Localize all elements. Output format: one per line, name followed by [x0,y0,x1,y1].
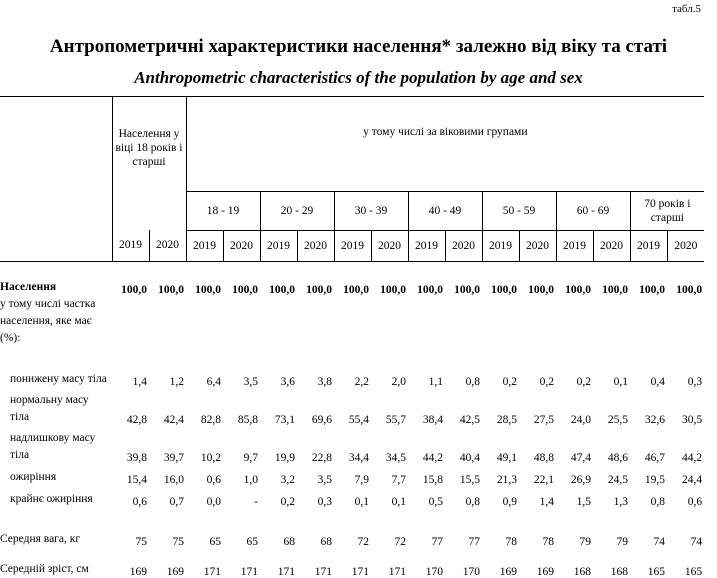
table-row [0,486,704,508]
table-cell: 78 [542,535,555,548]
table-cell: 15,8 [422,473,444,486]
table-cell: 19,5 [644,473,666,486]
header-blank [0,191,112,230]
year-header: 2019 [482,230,519,261]
table-cell: 74 [690,535,703,548]
year-header: 2019 [408,230,445,261]
table-cell: 169 [536,565,555,578]
table-cell: 26,9 [570,473,592,486]
table-cell: 34,5 [385,451,407,464]
table-cell: 170 [462,565,481,578]
table-cell: 65 [246,535,259,548]
table-cell: 100,0 [269,283,296,296]
table-cell: 3,6 [280,375,296,388]
header-group-30-39: 30 - 39 [334,191,408,230]
table-cell: 79 [579,535,592,548]
table-cell: 24,4 [682,473,703,486]
table-cell: 77 [431,535,444,548]
header-corner [0,97,112,192]
row-label: понижену масу тіла [10,372,107,385]
table-cell: 171 [240,565,259,578]
table-cell: 100,0 [417,283,444,296]
table-row [0,276,704,296]
table-cell: 21,3 [496,473,518,486]
table-cell: 0,8 [465,375,481,388]
table-cell: 34,4 [348,451,370,464]
table-cell: 165 [647,565,666,578]
header-group-60-69: 60 - 69 [556,191,630,230]
table-cell: 100,0 [121,283,147,296]
table-cell: 3,8 [317,375,333,388]
table-cell: 72 [357,535,370,548]
table-cell: 39,7 [163,451,185,464]
table-cell: 1,3 [613,495,629,508]
table-cell: 42,4 [163,413,185,426]
table-cell: 100,0 [565,283,592,296]
table-cell: 24,0 [570,413,592,426]
table-row [0,464,704,486]
table-cell: 68 [283,535,296,548]
header-group-40-49: 40 - 49 [408,191,482,230]
table-cell: 0,5 [428,495,444,508]
header-population: Населення у віці 18 років і старші [112,97,186,192]
table-cell: 0,2 [539,375,555,388]
table-cell: 72 [394,535,407,548]
table-cell: 74 [653,535,666,548]
table-cell: 100,0 [343,283,370,296]
table-cell: 0,8 [650,495,666,508]
table-cell: 2,0 [391,375,407,388]
table-cell: 170 [425,565,444,578]
page-subtitle: Anthropometric characteristics of the population by age and sex [134,68,583,87]
year-header: 2019 [630,230,667,261]
table-cell: 1,4 [539,495,555,508]
year-header: 2020 [223,230,260,261]
row-label: надлишкову масу тіла [10,431,96,461]
table-cell: 73,1 [274,413,296,426]
table-cell: 22,1 [533,473,555,486]
table-cell: 0,1 [391,495,407,508]
year-header: 2020 [149,230,186,261]
table-cell: 100,0 [491,283,518,296]
table-cell: 100,0 [454,283,481,296]
table-cell: 39,8 [126,451,147,464]
table-cell: 0,3 [687,375,703,388]
table-cell: 75 [135,535,147,548]
table-cell: 44,2 [682,451,703,464]
table-cell: 78 [505,535,518,548]
table-cell: 49,1 [496,451,518,464]
header-group-20-29: 20 - 29 [260,191,334,230]
table-cell: 82,8 [200,413,222,426]
row-label: у тому числі частка населення, яке має (%): [0,297,96,344]
table-cell: 47,4 [570,451,592,464]
header-blank [0,230,112,261]
year-header: 2019 [556,230,593,261]
table-cell: 85,8 [237,413,259,426]
table-cell: 1,5 [576,495,592,508]
table-cell: 3,5 [243,375,259,388]
table-cell: 0,1 [613,375,629,388]
table-cell: 171 [351,565,370,578]
table-cell: 1,4 [132,375,147,388]
year-header: 2020 [445,230,482,261]
row-label: Населення [0,280,57,293]
table-cell: 3,5 [317,473,333,486]
table-cell: 0,2 [576,375,592,388]
table-cell: 25,5 [607,413,629,426]
table-row [0,548,704,578]
table-cell: 165 [684,565,703,578]
table-cell: 55,7 [385,413,407,426]
year-header: 2020 [371,230,408,261]
table-cell: 79 [616,535,629,548]
table-cell: 24,5 [607,473,629,486]
table-cell: 1,0 [243,473,259,486]
header-group-70-plus: 70 років і старші [630,191,704,230]
table-cell: 100,0 [639,283,666,296]
table-cell: 42,8 [126,413,147,426]
table-cell: 15,5 [459,473,481,486]
table-cell: 171 [388,565,407,578]
table-cell: 0,2 [502,375,518,388]
table-cell: 168 [610,565,629,578]
table-row [0,426,704,464]
table-cell: 40,4 [459,451,481,464]
table-cell: 0,9 [502,495,518,508]
page-title: Антропометричні характеристики населення* залежно від віку та статі [49,36,668,57]
year-header: 2019 [260,230,297,261]
table-cell: 0,8 [465,495,481,508]
table-cell: 0,6 [206,473,222,486]
row-label: Середній зріст, см [0,562,89,575]
table-cell: 46,7 [644,451,666,464]
table-cell: 171 [314,565,333,578]
table-cell: 3,2 [280,473,296,486]
table-cell: 77 [468,535,481,548]
year-header: 2019 [334,230,371,261]
table-cell: 168 [573,565,592,578]
year-header: 2019 [186,230,223,261]
table-cell: 169 [499,565,518,578]
table-cell: 0,1 [354,495,370,508]
year-header: 2020 [297,230,334,261]
table-cell: 22,8 [311,451,333,464]
header-group-18-19: 18 - 19 [186,191,260,230]
table-cell: 169 [166,565,185,578]
table-number: табл.5 [672,3,701,15]
table-row [0,388,704,426]
year-header: 2020 [667,230,704,261]
table-cell: 100,0 [232,283,259,296]
table-cell: 55,4 [348,413,370,426]
anthropometric-table [0,96,704,578]
table-cell: 69,6 [311,413,333,426]
table-cell: 0,4 [650,375,666,388]
table-cell: 27,5 [533,413,555,426]
header-group-50-59: 50 - 59 [482,191,556,230]
table-cell: 16,0 [163,473,185,486]
table-cell: 6,4 [206,375,222,388]
table-row [0,350,704,388]
table-cell: 7,9 [354,473,370,486]
year-header: 2020 [593,230,630,261]
table-cell: 100,0 [195,283,222,296]
header-blank [112,191,186,230]
table-cell: 32,6 [644,413,666,426]
table-cell: 171 [277,565,296,578]
table-cell: 0,0 [206,495,222,508]
table-cell: 15,4 [126,473,147,486]
table-cell: 100,0 [676,283,703,296]
table-cell: 100,0 [528,283,555,296]
table-cell: 68 [320,535,333,548]
table-cell: 171 [203,565,222,578]
table-cell: 0,2 [280,495,296,508]
table-cell: 1,1 [428,375,444,388]
table-cell: 0,6 [132,495,147,508]
table-cell: 169 [129,565,147,578]
table-cell: 75 [172,535,185,548]
table-cell: 19,9 [274,451,296,464]
row-label: ожиріння [10,470,57,483]
row-label: нормальну масу тіла [10,393,89,423]
table-row [0,296,704,350]
table-cell: 100,0 [602,283,629,296]
table-cell: 1,2 [169,375,185,388]
table-cell: 0,6 [687,495,703,508]
year-header: 2020 [519,230,556,261]
year-header: 2019 [112,230,149,261]
table-cell: 28,5 [496,413,518,426]
table-cell: 42,5 [459,413,481,426]
table-cell: 100,0 [158,283,185,296]
header-age-groups-caption: у тому числі за віковими групами [186,97,704,192]
table-cell: 0,3 [317,495,333,508]
row-label: крайнє ожиріння [10,492,93,505]
table-cell: 0,7 [169,495,185,508]
table-cell: 44,2 [422,451,444,464]
table-cell: 100,0 [306,283,333,296]
table-row [0,518,704,548]
table-cell: - [254,495,259,508]
row-label: Середня вага, кг [0,532,81,545]
table-cell: 100,0 [380,283,407,296]
table-cell: 7,7 [391,473,407,486]
table-cell: 48,6 [607,451,629,464]
table-cell: 2,2 [354,375,370,388]
table-cell: 48,8 [533,451,555,464]
table-cell: 30,5 [682,413,703,426]
table-cell: 65 [209,535,222,548]
table-cell: 38,4 [422,413,444,426]
table-cell: 10,2 [200,451,222,464]
table-cell: 9,7 [243,451,259,464]
